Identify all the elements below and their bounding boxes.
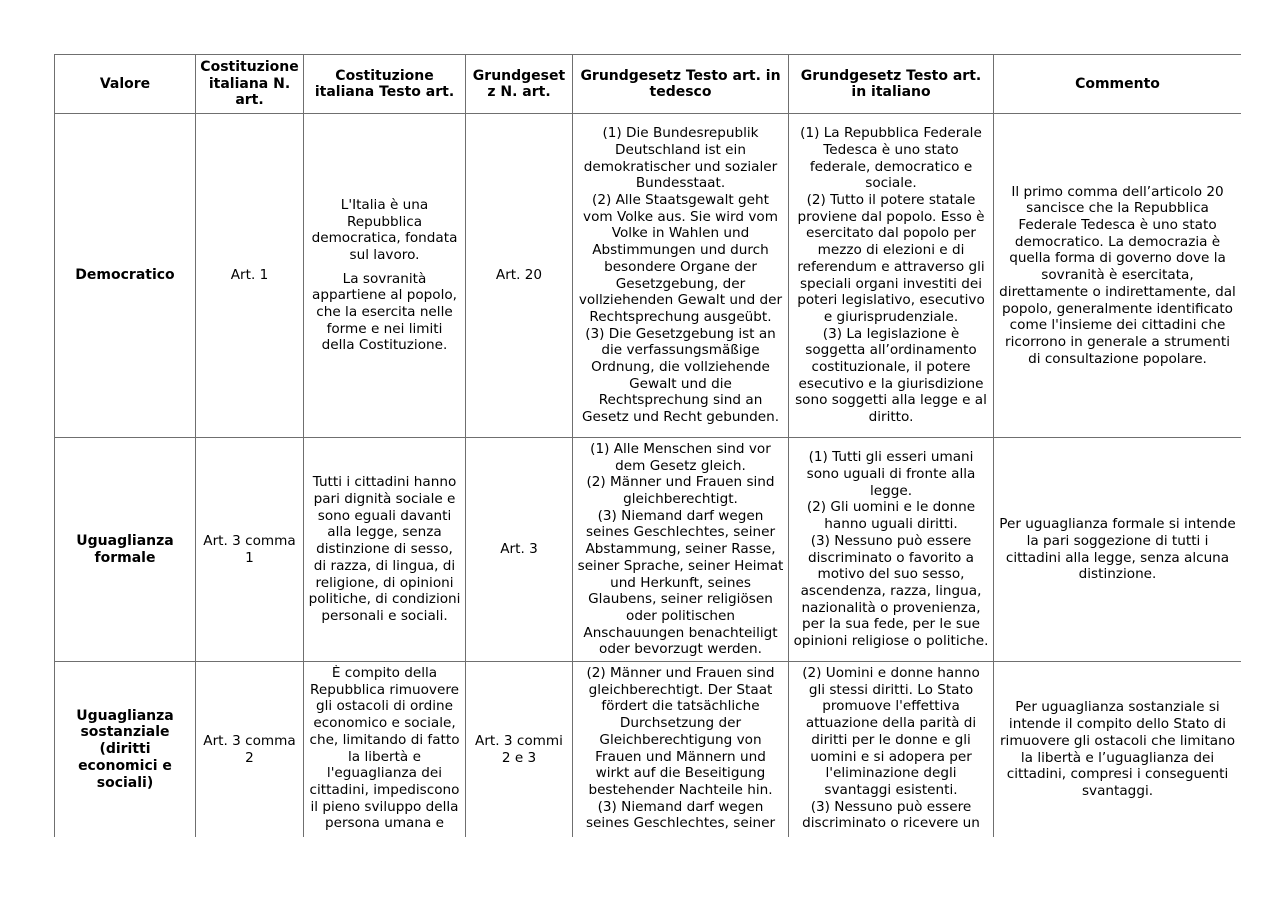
- it-text-paragraph: È compito della Repubblica rimuovere gli ostacoli di ordine economico e sociale, che, limitando di fatto la libertà e l'eguaglianza dei cittadini, impediscono il pieno sviluppo della persona umana e: [309, 665, 460, 832]
- table-row: [55, 114, 1242, 438]
- gg-it-cell: [789, 662, 994, 838]
- gg-de-cell: [573, 438, 789, 662]
- gg-de-cell: [573, 662, 789, 838]
- gg-de-cell: [573, 114, 789, 438]
- valore-cell: Democratico: [55, 114, 196, 438]
- table-row: [55, 438, 1242, 662]
- it-num-cell: Art. 3 comma 1: [196, 438, 304, 662]
- gg-de-paragraph: (1) Die Bundesrepublik Deutschland ist ein demokratischer und sozialer Bundesstaat.: [583, 125, 778, 192]
- table-row: [55, 662, 1242, 838]
- gg-num-cell: Art. 3: [466, 438, 573, 662]
- it-text-cell: [304, 438, 466, 662]
- it-num-cell: Art. 1: [196, 114, 304, 438]
- it-text-paragraph: Tutti i cittadini hanno pari dignità sociale e sono eguali davanti alla legge, senza distinzione di sesso, di razza, di lingua, di religione, di opinioni politiche, di condizioni personali e sociali.: [308, 474, 461, 624]
- gg-de-paragraph: (3) Niemand darf wegen seines Geschlechtes, seiner: [585, 798, 776, 832]
- gg-it-paragraph: (2) Uomini e donne hanno gli stessi diritti. Lo Stato promuove l'effettiva attuazione della parità di diritti per le donne e gli uomini e si adopera per l'eliminazione degli svantaggi esistenti.: [802, 665, 980, 798]
- it-text-cell: [304, 662, 466, 838]
- gg-de-paragraph: (3) Die Gesetzgebung ist an die verfassungsmäßige Ordnung, die vollziehende Gewalt und die Rechtsprechung sind an Gesetz und Recht gebunden.: [581, 325, 780, 426]
- header-it-text: Costituzione italiana Testo art.: [304, 55, 466, 114]
- gg-it-paragraph: (2) Tutto il potere statale proviene dal popolo. Esso è esercitato dal popolo per mezzo di elezioni e di referendum e attraverso gli speciali organi investiti dei poteri legislativo, esecutivo e giurisprudenziale.: [797, 191, 985, 325]
- gg-it-paragraph: (3) La legislazione è soggetta all’ordinamento costituzionale, il potere esecutivo e la giurisdizione sono soggetti alla legge e al diritto.: [795, 325, 987, 426]
- gg-de-paragraph: (2) Männer und Frauen sind gleichberechtigt.: [586, 474, 775, 508]
- gg-it-paragraph: (1) La Repubblica Federale Tedesca è uno stato federale, democratico e sociale.: [800, 125, 982, 192]
- gg-num-cell: Art. 3 commi 2 e 3: [466, 662, 573, 838]
- gg-it-paragraph: (2) Gli uomini e le donne hanno uguali diritti.: [806, 499, 976, 533]
- header-commento: Commento: [994, 55, 1242, 114]
- valore-cell: Uguaglianza formale: [55, 438, 196, 662]
- it-text-paragraph: La sovranità appartiene al popolo, che la esercita nelle forme e nei limiti della Costituzione.: [311, 270, 457, 354]
- header-valore: Valore: [55, 55, 196, 114]
- gg-it-cell: [789, 114, 994, 438]
- gg-de-paragraph: (2) Alle Staatsgewalt geht vom Volke aus. Sie wird vom Volke in Wahlen und Abstimmungen und durch besondere Organe der Gesetzgebung, der vollziehenden Gewalt und der Rechtsprechung ausgeübt.: [578, 191, 783, 325]
- gg-de-paragraph: (2) Männer und Frauen sind gleichberechtigt. Der Staat fördert die tatsächliche Durchsetzung der Gleichberechtigung von Frauen und Männern und wirkt auf die Beseitigung bestehender Nachteile hin.: [586, 665, 775, 798]
- it-text-paragraph: L'Italia è una Repubblica democratica, fondata sul lavoro.: [311, 196, 458, 263]
- gg-de-paragraph: (3) Niemand darf wegen seines Geschlechtes, seiner Abstammung, seiner Rasse, seiner Sprache, seiner Heimat und Herkunft, seines Glaubens, seiner religiösen oder politischen Anschauungen benachteiligt oder bevorzugt werden.: [577, 507, 784, 658]
- commento-cell: Per uguaglianza sostanziale si intende il compito dello Stato di rimuovere gli ostacoli che limitano la libertà e l’uguaglianza dei cittadini, compresi i conseguenti svantaggi.: [994, 662, 1242, 838]
- it-num-cell: Art. 3 comma 2: [196, 662, 304, 838]
- header-it-num: Costituzione italiana N. art.: [196, 55, 304, 114]
- gg-num-cell: Art. 20: [466, 114, 573, 438]
- table-header-row: [55, 55, 1242, 114]
- commento-cell: Per uguaglianza formale si intende la pari soggezione di tutti i cittadini alla legge, senza alcuna distinzione.: [994, 438, 1242, 662]
- gg-it-paragraph: (3) Nessuno può essere discriminato o ricevere un: [802, 798, 980, 832]
- header-gg-de: Grundgesetz Testo art. in tedesco: [573, 55, 789, 114]
- gg-it-cell: [789, 438, 994, 662]
- gg-it-paragraph: (1) Tutti gli esseri umani sono uguali di fronte alla legge.: [806, 449, 976, 499]
- gg-de-paragraph: (1) Alle Menschen sind vor dem Gesetz gleich.: [590, 440, 771, 474]
- header-gg-num: Grundgesetz N. art.: [466, 55, 573, 114]
- it-text-cell: [304, 114, 466, 438]
- commento-cell: Il primo comma dell’articolo 20 sancisce che la Repubblica Federale Tedesca è uno stato democratico. La democrazia è quella forma di governo dove la sovranità è esercitata, direttamente o indirettamente, dal popolo, generalmente identificato come l'insieme dei cittadini che ricorrono in generale a strumenti di consultazione popolare.: [994, 114, 1242, 438]
- header-gg-it: Grundgesetz Testo art. in italiano: [789, 55, 994, 114]
- gg-it-paragraph: (3) Nessuno può essere discriminato o favorito a motivo del suo sesso, ascendenza, razza, lingua, nazionalità o provenienza, per la sua fede, per le sue opinioni religiose o politiche.: [793, 532, 989, 650]
- comparison-table: [54, 54, 1241, 837]
- document-page: [54, 54, 1241, 837]
- valore-cell: Uguaglianza sostanziale (diritti economici e sociali): [55, 662, 196, 838]
